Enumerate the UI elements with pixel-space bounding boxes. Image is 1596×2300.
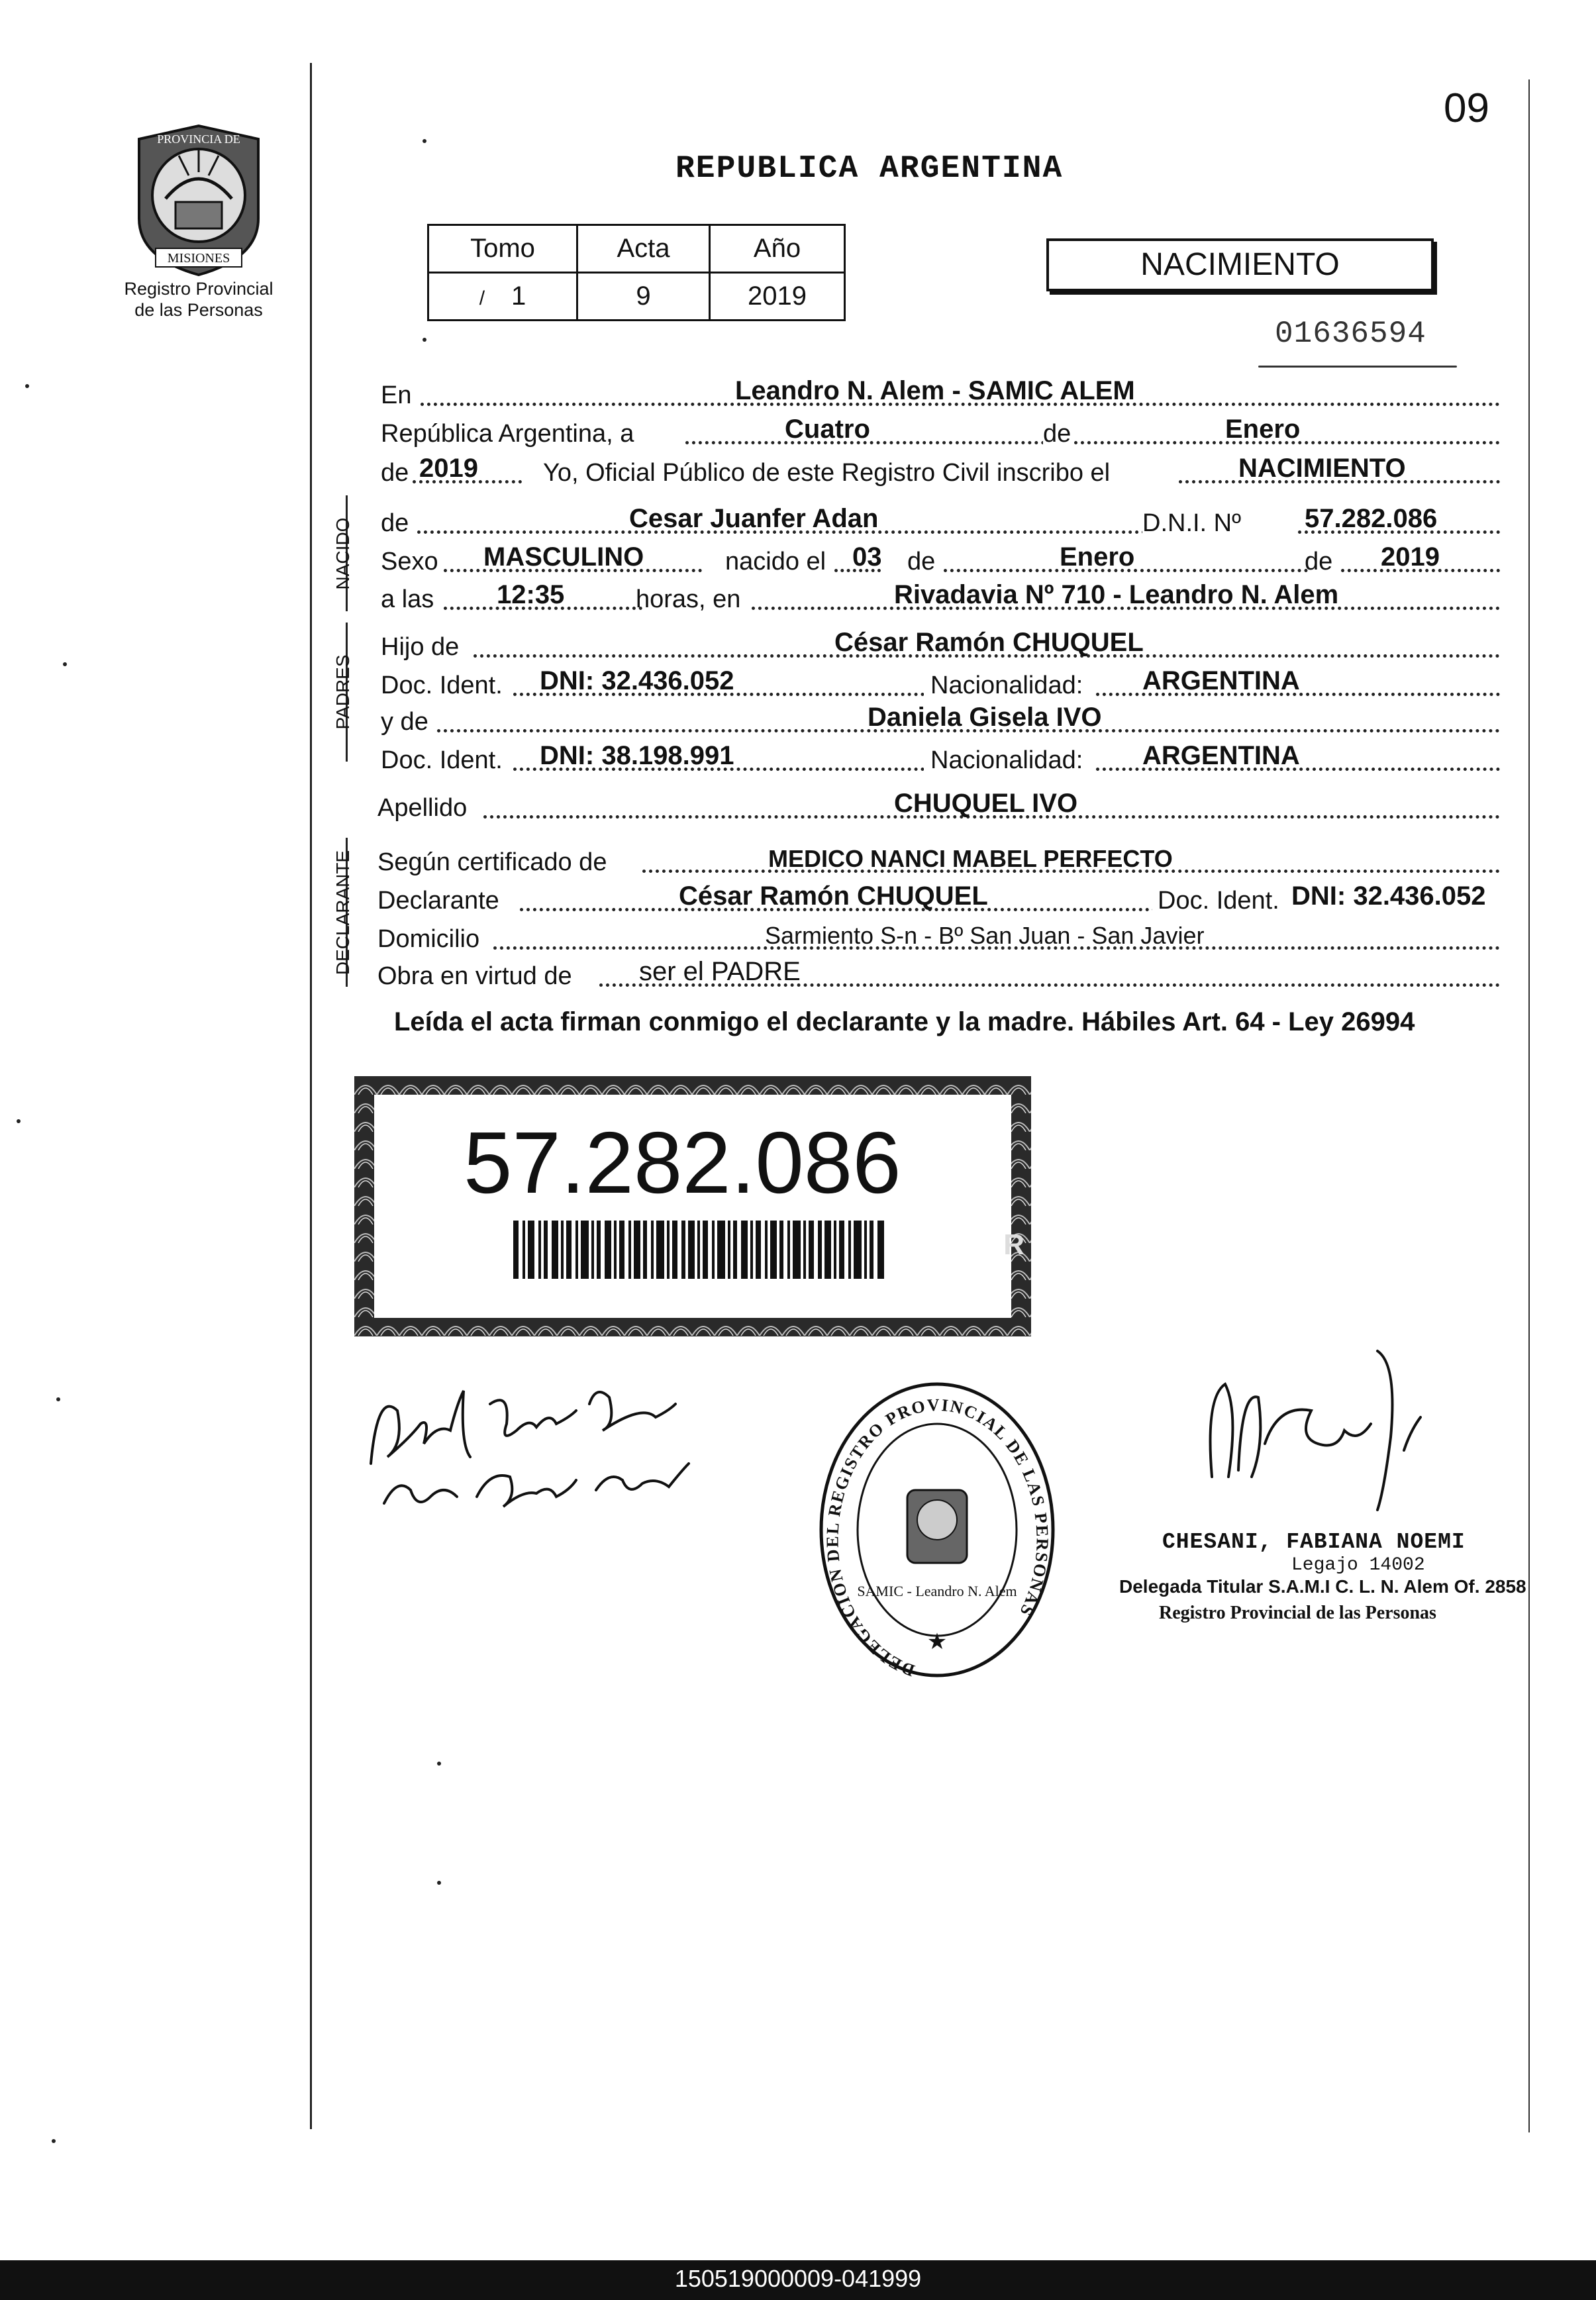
strip-mark: R	[1003, 1228, 1024, 1261]
official-registry: Registro Provincial de las Personas	[1159, 1603, 1436, 1623]
line-en: En Leandro N. Alem - SAMIC ALEM	[381, 368, 1500, 414]
child-dni: 57.282.086	[1305, 504, 1438, 533]
registry-seal-icon	[815, 1377, 1060, 1682]
line-ymadre: y de Daniela Gisela IVO	[381, 694, 1500, 740]
side-label-nacido: NACIDO	[332, 517, 353, 589]
mother-nationality: ARGENTINA	[1142, 741, 1300, 770]
side-label-padres: PADRES	[332, 654, 353, 730]
father-doc: DNI: 32.436.052	[540, 666, 734, 695]
sex-value: MASCULINO	[483, 542, 644, 572]
birth-time: 12:35	[497, 580, 565, 609]
header-anio: Año	[710, 225, 845, 273]
certificate-value: MEDICO NANCI MABEL PERFECTO	[768, 845, 1173, 872]
seal-inner-text: SAMIC - Leandro N. Alem	[857, 1583, 1017, 1599]
act-type-box: NACIMIENTO	[1046, 238, 1434, 291]
birth-day: 03	[852, 542, 882, 572]
line-domicilio: Domicilio Sarmiento S-n - Bº San Juan - San Javier	[377, 911, 1500, 958]
act-value: NACIMIENTO	[1238, 454, 1406, 483]
serial-number: 01636594	[1275, 317, 1426, 351]
child-name: Cesar Juanfer Adan	[629, 504, 879, 533]
right-margin-rule	[1528, 79, 1530, 2132]
line-mother-doc: Doc. Ident. DNI: 38.198.991 Nacionalidad: ARGENTINA	[381, 732, 1500, 779]
declarant-name: César Ramón CHUQUEL	[679, 881, 988, 911]
month-value: Enero	[1225, 415, 1301, 444]
header-acta: Acta	[577, 225, 710, 273]
record-table	[427, 224, 846, 321]
line-nacido-name: de Cesar Juanfer Adan D.N.I. Nº 57.282.086	[381, 495, 1500, 542]
declarant-doc: DNI: 32.436.052	[1291, 881, 1486, 911]
record-value-row	[428, 273, 845, 321]
father-nationality: ARGENTINA	[1142, 666, 1300, 695]
father-name: César Ramón CHUQUEL	[834, 628, 1144, 657]
day-value: Cuatro	[785, 415, 870, 444]
document-title: REPUBLICA ARGENTINA	[675, 151, 1064, 187]
crest-ring-bottom: MISIONES	[167, 251, 230, 266]
line-apellido: Apellido CHUQUEL IVO	[377, 780, 1500, 826]
value-tomo: / 1	[428, 273, 577, 321]
dni-strip-number: 57.282.086	[464, 1114, 901, 1211]
line-hijo: Hijo de César Ramón CHUQUEL	[381, 619, 1500, 666]
year-value: 2019	[419, 454, 478, 483]
line-hora: a las 12:35 horas, en Rivadavia Nº 710 - Leandro N. Alem	[381, 572, 1500, 618]
line-certificado: Según certificado de MEDICO NANCI MABEL PERFECTO	[377, 834, 1500, 881]
official-role: Delegada Titular S.A.M.I C. L. N. Alem Of. 2858	[1119, 1576, 1526, 1597]
surname-value: CHUQUEL IVO	[894, 789, 1078, 818]
official-legajo: Legajo 14002	[1291, 1555, 1425, 1575]
record-header-row	[428, 225, 845, 273]
line-year: de 2019 Yo, Oficial Público de este Registro Civil inscribo el NACIMIENTO	[381, 445, 1500, 491]
line-father-doc: Doc. Ident. DNI: 32.436.052 Nacionalidad: ARGENTINA	[381, 658, 1500, 704]
mother-doc: DNI: 38.198.991	[540, 741, 734, 770]
header-tomo: Tomo	[428, 225, 577, 273]
capacity-value: ser el PADRE	[639, 957, 801, 986]
left-margin-rule	[310, 63, 312, 2129]
side-label-declarante: DECLARANTE	[332, 850, 353, 975]
barcode-icon	[513, 1221, 884, 1279]
address-value: Sarmiento S-n - Bº San Juan - San Javier	[765, 922, 1205, 949]
birth-year: 2019	[1381, 542, 1440, 572]
official-signature-icon	[1179, 1344, 1457, 1523]
mother-name: Daniela Gisela IVO	[868, 703, 1102, 732]
line-sexo: Sexo MASCULINO nacido el 03 de Enero de 2019	[381, 534, 1500, 580]
crest-caption: Registro Provincial de las Personas	[124, 279, 274, 320]
line-date: República Argentina, a Cuatro de Enero	[381, 406, 1500, 452]
line-obra: Obra en virtud de ser el PADRE	[377, 948, 1500, 995]
closing-statement: Leída el acta firman conmigo el declarante y la madre. Hábiles Art. 64 - Ley 26994	[394, 1007, 1415, 1036]
official-name: CHESANI, FABIANA NOEMI	[1162, 1530, 1466, 1554]
place-value: Leandro N. Alem - SAMIC ALEM	[735, 376, 1135, 405]
crest-ring-top: PROVINCIA DE	[157, 132, 240, 146]
birth-month: Enero	[1060, 542, 1135, 572]
provincial-crest-icon	[126, 119, 272, 278]
value-anio: 2019	[710, 273, 845, 321]
page-number: 09	[1444, 85, 1489, 131]
svg-text:★: ★	[926, 1629, 948, 1654]
seal-ring-text: DELEGACION DEL REGISTRO PROVINCIAL DE LAS PERSONAS	[823, 1395, 1052, 1681]
birth-place: Rivadavia Nº 710 - Leandro N. Alem	[894, 580, 1339, 609]
footer-code: 150519000009-041999	[674, 2265, 922, 2292]
parents-signature-icon	[358, 1364, 728, 1536]
value-acta: 9	[577, 273, 710, 321]
line-declarante: Declarante César Ramón CHUQUEL Doc. Ident. DNI: 32.436.052	[377, 881, 1486, 915]
